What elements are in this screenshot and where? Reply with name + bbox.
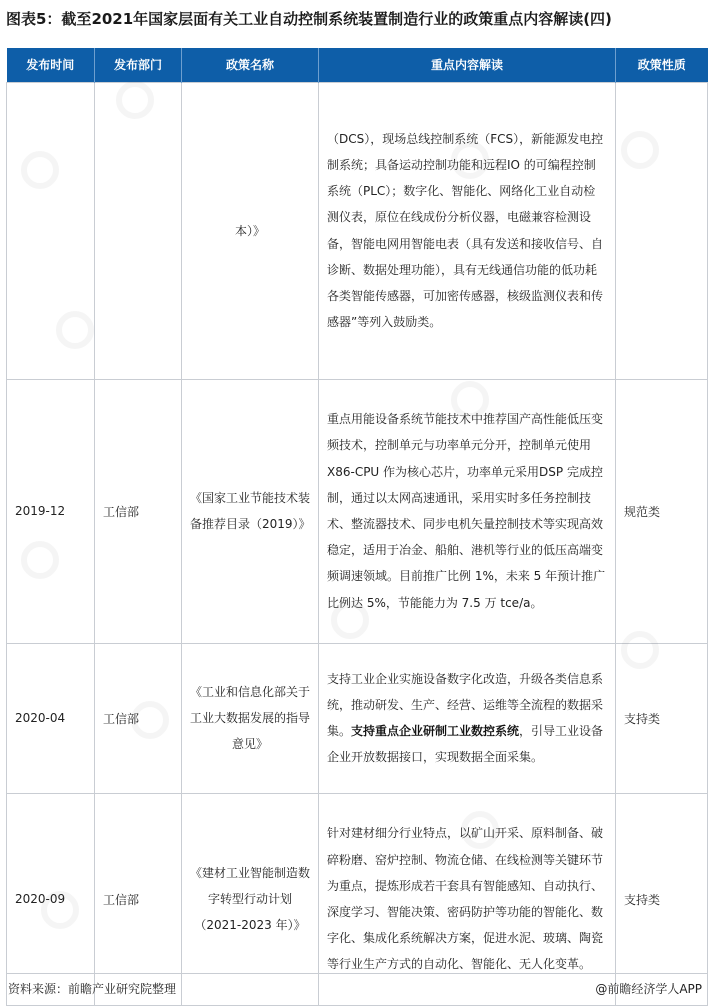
cell-policy-name: 《建材工业智能制造数字转型行动计划（2021-2023 年）》: [182, 793, 319, 1005]
cell-dept: [95, 82, 182, 379]
cell-date: 2020-04: [7, 643, 95, 793]
table-header-row: [7, 48, 708, 82]
column-header-date: 发布时间: [7, 48, 95, 82]
column-header-content: 重点内容解读: [319, 48, 616, 82]
column-header-type: 政策性质: [616, 48, 708, 82]
cell-policy-name: 《国家工业节能技术装备推荐目录（2019）》: [182, 379, 319, 643]
cell-type: 支持类: [616, 793, 708, 1005]
table-row: [7, 643, 708, 793]
cell-content: 重点用能设备系统节能技术中推荐国产高性能低压变频技术，控制单元与功率单元分开，控制单元使用 X86-CPU 作为核心芯片，功率单元采用DSP 完成控制，通过以太网高速通讯，采用实时多任务控制技术、整流器技术、同步电机矢量控制技术等实现高效稳定，适用于冶金、船舶、港机等行业的低压高端变频调速领域。目前推广比例 1%，未来 5 年预计推广比例达 5%，节能能力为 7.5 万 tce/a。: [319, 379, 616, 643]
brand-credit: @前瞻经济学人APP: [595, 982, 702, 996]
page-title: 图表5：截至2021年国家层面有关工业自动控制系统装置制造行业的政策重点内容解读(四): [6, 10, 612, 28]
footer-divider: [6, 973, 707, 974]
cell-type: 规范类: [616, 379, 708, 643]
column-header-name: 政策名称: [182, 48, 319, 82]
column-header-dept: 发布部门: [95, 48, 182, 82]
cell-date: 2019-12: [7, 379, 95, 643]
cell-dept: 工信部: [95, 793, 182, 1005]
cell-dept: 工信部: [95, 379, 182, 643]
cell-dept: 工信部: [95, 643, 182, 793]
table-row: [7, 82, 708, 379]
table-row: [7, 379, 708, 643]
cell-date: 2020-09: [7, 793, 95, 1005]
cell-type: [616, 82, 708, 379]
cell-content: [319, 643, 616, 793]
cell-policy-name: 本）》: [182, 82, 319, 379]
content-text: 支持工业企业实施设备数字化改造，升级各类信息系统，推动研发、生产、经营、运维等全流程的数据采集。: [327, 671, 604, 738]
policy-table: [6, 48, 708, 1006]
cell-content: （DCS），现场总线控制系统（FCS），新能源发电控制系统；具备运动控制功能和远程IO 的可编程控制系统（PLC）；数字化、智能化、网络化工业自动检测仪表，原位在线成份分析仪器，电磁兼容检测设备，智能电网用智能电表（具有发送和接收信号、自诊断、数据处理功能），具有无线通信功能的低功耗各类智能传感器，可加密传感器，核级监测仪表和传感器”等列入鼓励类。: [319, 82, 616, 379]
cell-content: 针对建材细分行业特点，以矿山开采、原料制备、破碎粉磨、窑炉控制、物流仓储、在线检测等关键环节为重点，提炼形成若干套具有智能感知、自动执行、深度学习、智能决策、密码防护等功能的智能化、数字化、集成化系统解决方案，促进水泥、玻璃、陶瓷等行业生产方式的自动化、智能化、无人化变革。: [319, 793, 616, 1005]
content-highlight: 支持重点企业研制工业数控系统: [351, 724, 520, 738]
cell-policy-name: 《工业和信息化部关于工业大数据发展的指导意见》: [182, 643, 319, 793]
cell-date: [7, 82, 95, 379]
cell-type: 支持类: [616, 643, 708, 793]
content-text: ，引导工业设备企业开放数据接口，实现数据全面采集。: [327, 724, 604, 765]
source-note: 资料来源：前瞻产业研究院整理: [8, 982, 177, 996]
